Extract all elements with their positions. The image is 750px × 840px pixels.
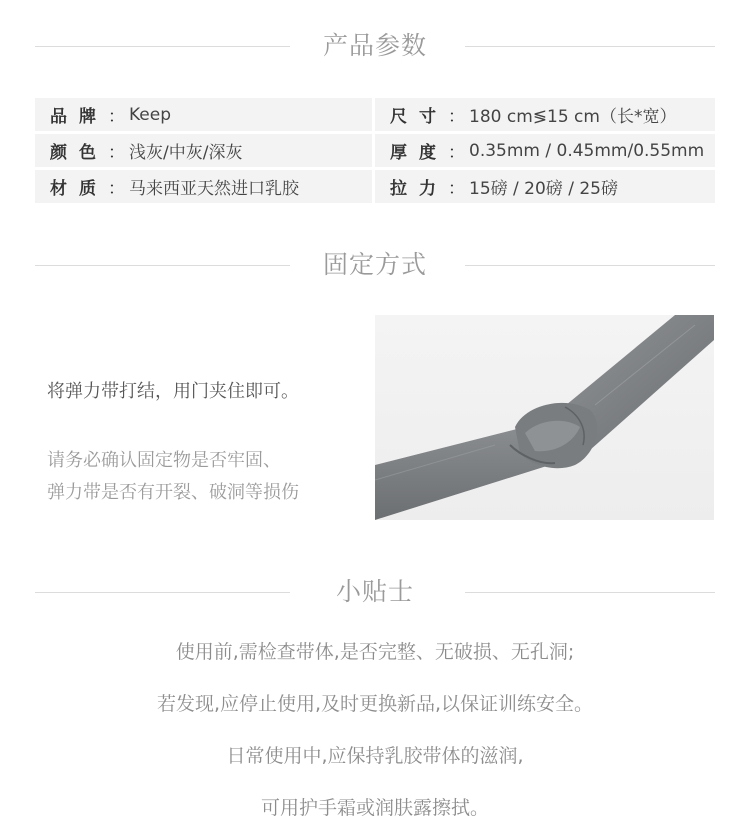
spec-value: 180 cm≶15 cm（长*宽） — [469, 107, 677, 127]
spec-row — [35, 134, 715, 167]
section-title-tips — [35, 577, 715, 607]
tip-line: 若发现,应停止使用,及时更换新品,以保证训练安全。 — [156, 693, 594, 715]
spec-cell-thickness — [375, 134, 715, 167]
colon: ： — [448, 179, 465, 199]
spec-value: 15磅 / 20磅 / 25磅 — [469, 179, 618, 199]
divider-line — [465, 265, 715, 266]
fix-title: 固定方式 — [322, 250, 427, 279]
spec-cell-size — [375, 98, 715, 131]
spec-row — [35, 170, 715, 203]
fix-warning-line: 请务必确认固定物是否牢固、 — [47, 450, 281, 471]
fix-warning-line: 弹力带是否有开裂、破洞等损伤 — [47, 482, 299, 503]
spec-key-char: 材 — [50, 179, 67, 199]
band-knot-illustration — [375, 315, 714, 520]
spec-value: 0.35mm / 0.45mm/0.55mm — [469, 140, 705, 161]
params-title: 产品参数 — [322, 31, 427, 60]
spec-value: 马来西亚天然进口乳胶 — [129, 179, 299, 199]
fix-instruction: 将弹力带打结，用门夹住即可。 — [47, 381, 299, 402]
colon: ： — [448, 143, 465, 163]
spec-key-char: 厚 — [390, 143, 407, 163]
tips-list — [0, 632, 750, 840]
divider-line — [465, 46, 715, 47]
spec-key — [50, 174, 125, 199]
fix-warning — [47, 445, 299, 509]
colon: ： — [108, 107, 125, 127]
spec-key — [50, 138, 125, 163]
spec-key-char: 色 — [79, 143, 96, 163]
spec-key-char: 品 — [50, 107, 67, 127]
spec-key-char: 颜 — [50, 143, 67, 163]
tip-line: 使用前,需检查带体,是否完整、无破损、无孔洞; — [175, 641, 575, 663]
section-title-params — [35, 31, 715, 61]
knotted-band-photo — [375, 315, 714, 520]
tip-line: 日常使用中,应保持乳胶带体的滋润, — [226, 745, 524, 767]
spec-cell-material — [35, 170, 372, 203]
spec-value: Keep — [129, 104, 172, 125]
spec-row — [35, 98, 715, 131]
tip-line: 可用护手霜或润肤露擦拭。 — [260, 797, 489, 819]
spec-key — [390, 138, 465, 163]
spec-key — [390, 102, 465, 127]
spec-key-char: 牌 — [79, 107, 96, 127]
spec-key — [50, 102, 125, 127]
spec-cell-tension — [375, 170, 715, 203]
spec-key-char: 寸 — [419, 107, 436, 127]
spec-key-char: 尺 — [390, 107, 407, 127]
spec-cell-color — [35, 134, 372, 167]
spec-table — [35, 98, 715, 206]
spec-key-char: 拉 — [390, 179, 407, 199]
divider-line — [465, 592, 715, 593]
spec-key-char: 度 — [419, 143, 436, 163]
spec-key — [390, 174, 465, 199]
colon: ： — [448, 107, 465, 127]
spec-key-char: 质 — [79, 179, 96, 199]
tips-title: 小贴士 — [335, 577, 414, 606]
section-title-fix — [35, 250, 715, 280]
colon: ： — [108, 143, 125, 163]
colon: ： — [108, 179, 125, 199]
spec-value: 浅灰/中灰/深灰 — [129, 143, 243, 163]
spec-key-char: 力 — [419, 179, 436, 199]
spec-cell-brand — [35, 98, 372, 131]
